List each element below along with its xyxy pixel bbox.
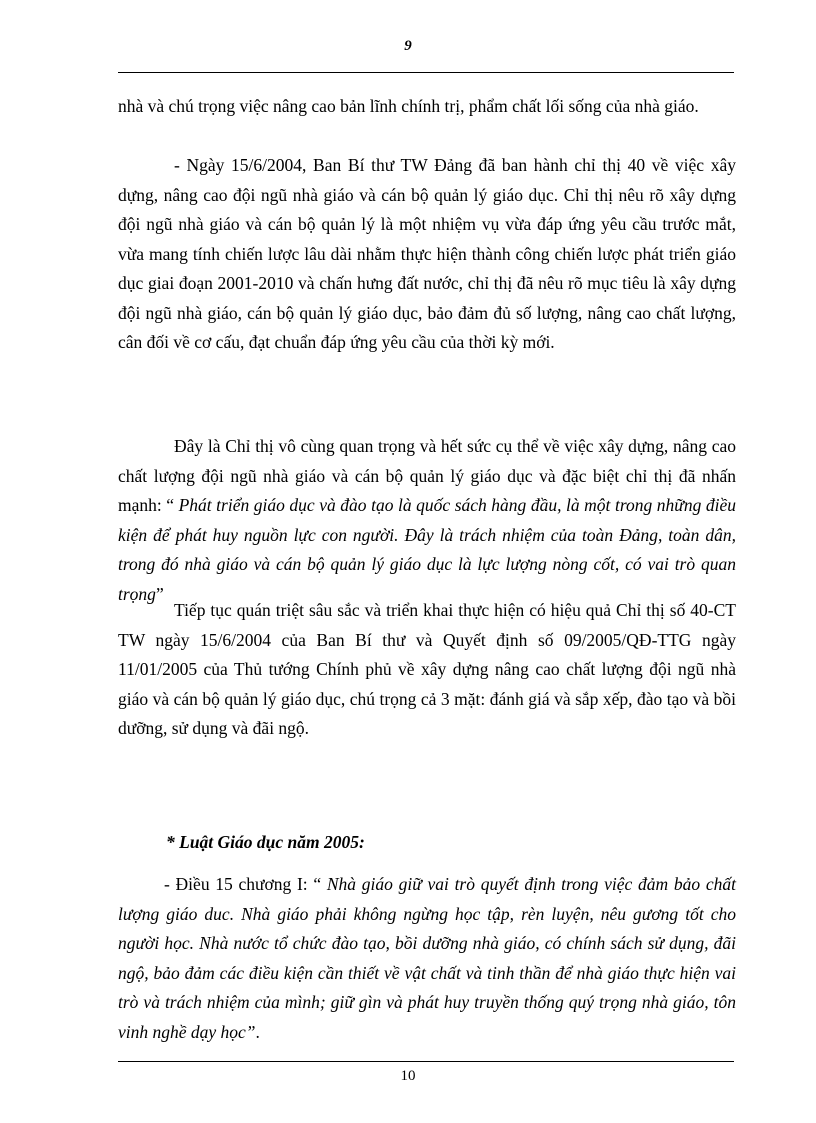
paragraph-article-15 [118, 870, 736, 1047]
article-end: . [255, 1021, 260, 1042]
article-quote: Nhà giáo giữ vai trò quyết định trong việc đảm bảo chất lượng giáo duc. Nhà giáo phải không ngừng học tập, rèn luyện, nêu gương tốt cho người học. Nhà nước tổ chức đào tạo, bồi dưỡng nhà giáo, có chính sách sử dụng, đãi ngộ, bảo đảm các điều kiện cần thiết về vật chất và tinh thần để nhà giáo thực hiện vai trò và trách nhiệm của mình; giữ gìn và phát huy truyền thống quý trọng nhà giáo, tôn vinh nghề dạy học” [118, 874, 736, 1042]
body-block-4 [118, 596, 736, 744]
section-heading: * Luật Giáo dục năm 2005: [166, 832, 365, 852]
paragraph-implementation: Tiếp tục quán triệt sâu sắc và triển khai thực hiện có hiệu quả Chỉ thị số 40-CT TW ngày 15/6/2004 của Ban Bí thư và Quyết định số 09/2005/QĐ-TTG ngày 11/01/2005 của Thủ tướng Chính phủ về xây dựng nâng cao chất lượng đội ngũ nhà giáo và cán bộ quản lý giáo dục, chú trọng cả 3 mặt: đánh giá và sắp xếp, đào tạo và bồi dưỡng, sử dụng và đãi ngộ. [118, 600, 736, 738]
body-block-1 [118, 92, 736, 122]
body-block-3 [118, 432, 736, 609]
quote-close: ” [155, 583, 164, 604]
paragraph-emphasis [118, 432, 736, 609]
article-lead: - Điều 15 chương I: “ [164, 874, 327, 894]
paragraph-emphasis-lead: Đây là Chỉ thị vô cùng quan trọng và hết sức cụ thể về việc xây dựng, nâng cao chất lượng đội ngũ nhà giáo và cán bộ quản lý giáo dục và đặc biệt chỉ thị đã nhấn mạnh: “ [118, 436, 736, 515]
body-block-2 [118, 151, 736, 358]
footer-rule [118, 1061, 734, 1062]
paragraph-directive-40: - Ngày 15/6/2004, Ban Bí thư TW Đảng đã ban hành chỉ thị 40 về việc xây dựng, nâng cao đội ngũ nhà giáo và cán bộ quản lý giáo dục. Chỉ thị nêu rõ xây dựng đội ngũ nhà giáo và cán bộ quản lý là một nhiệm vụ vừa đáp ứng yêu cầu trước mắt, vừa mang tính chiến lược lâu dài nhằm thực hiện thành công chiến lược phát triển giáo dục giai đoạn 2001-2010 và chấn hưng đất nước, chỉ thị đã nêu rõ mục tiêu là xây dựng đội ngũ nhà giáo, cán bộ quản lý giáo dục, bảo đảm đủ số lượng, nâng cao chất lượng, cân đối về cơ cấu, đạt chuẩn đáp ứng yêu cầu của thời kỳ mới. [118, 155, 736, 352]
header-rule [118, 72, 734, 73]
page-number-top: 9 [404, 38, 412, 54]
quote-text: Phát triển giáo dục và đào tạo là quốc sách hàng đầu, là một trong những điều kiện để phát huy nguồn lực con người. Đây là trách nhiệm của toàn Đảng, toàn dân, trong đó nhà giáo và cán bộ quản lý giáo dục là lực lượng nòng cốt, có vai trò quan trọng [118, 495, 736, 604]
body-block-5 [118, 870, 736, 1047]
page-number-bottom: 10 [400, 1068, 416, 1084]
paragraph-continuation: nhà và chú trọng việc nâng cao bản lĩnh chính trị, phẩm chất lối sống của nhà giáo. [118, 96, 699, 116]
